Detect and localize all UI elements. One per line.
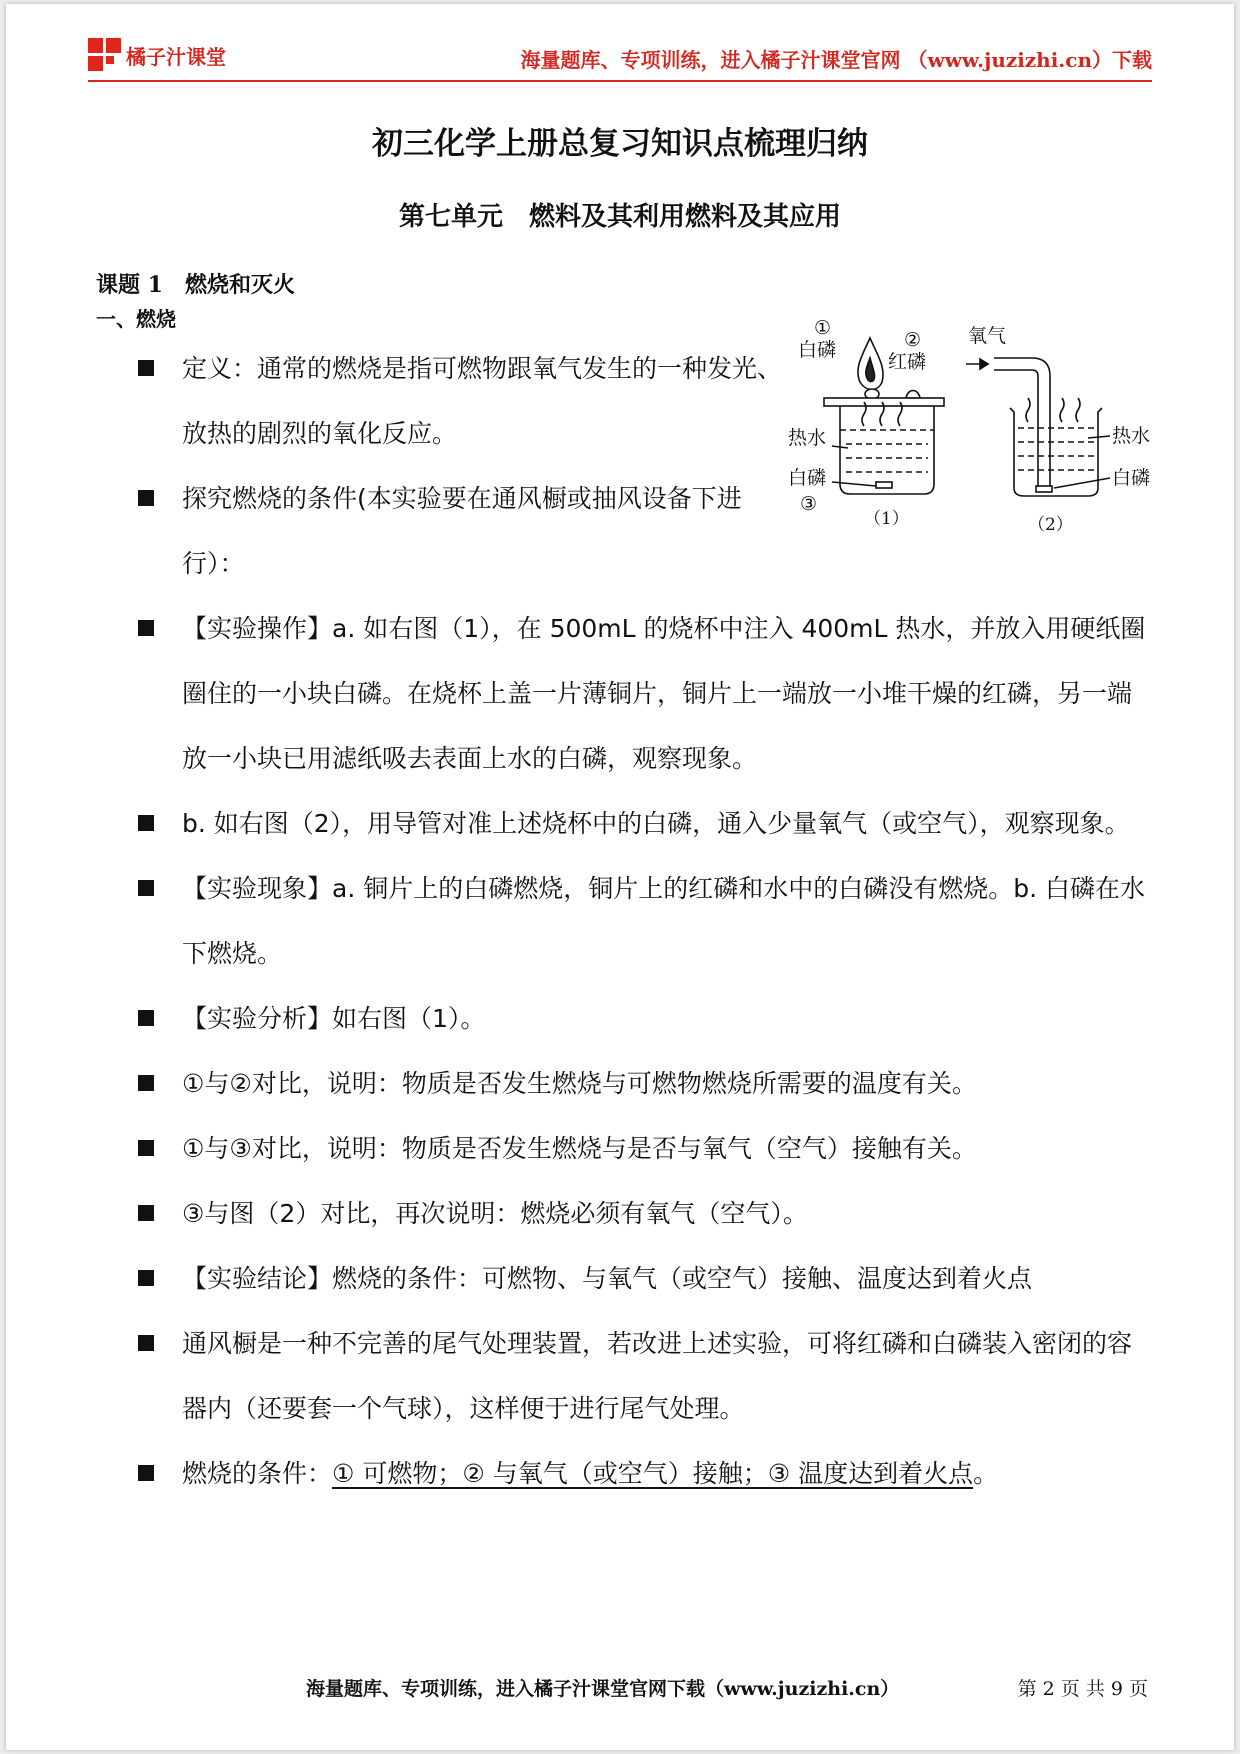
bullet-text: b. 如右图（2），用导管对准上述烧杯中的白磷，通入少量氧气（或空气），观察现象。 — [182, 809, 1130, 838]
bullet-text: 【实验操作】a. 如右图（1），在 500mL 的烧杯中注入 400mL 热水，并放入用硬纸圈圈住的一小块白磷。在烧杯上盖一片薄铜片，铜片上一端放一小堆干燥的红磷，另一端放一小块已用滤纸吸去表面上水的白磷，观察现象。 — [182, 614, 1146, 773]
bullet-square-icon — [138, 1205, 154, 1221]
fig2-label-hot-water: 热水 — [1112, 425, 1151, 447]
bullet-square-icon — [138, 1140, 154, 1156]
bullet-item — [138, 986, 1148, 1051]
header-slogan: 海量题库、专项训练，进入橘子汁课堂官网 （www.juzizhi.cn）下载 — [520, 48, 1152, 72]
bullet-list — [138, 336, 1151, 1506]
fig2-label-oxygen: 氧气 — [968, 325, 1007, 347]
bullet-item — [138, 336, 802, 466]
bullet-text: 定义：通常的燃烧是指可燃物跟氧气发生的一种发光、放热的剧烈的氧化反应。 — [182, 354, 783, 448]
document-title: 初三化学上册总复习知识点梳理归纳 — [372, 126, 868, 162]
bullet-item — [138, 1116, 1148, 1181]
bullet-item — [138, 1181, 1148, 1246]
fig1-marker-1: ① — [814, 317, 832, 339]
bullet-item — [138, 466, 802, 596]
bullet-item — [138, 1051, 1148, 1116]
bullet-square-icon — [138, 815, 154, 831]
bullet-item-combustion-conditions — [138, 1441, 1148, 1506]
fig1-label-red-phosphorus: 红磷 — [888, 351, 927, 373]
bullet-item — [138, 1246, 1148, 1311]
bullet-text: ③与图（2）对比，再次说明：燃烧必须有氧气（空气）。 — [182, 1199, 808, 1228]
bullet-square-icon — [138, 1270, 154, 1286]
combustion-conditions-underlined: ① 可燃物；② 与氧气（或空气）接触；③ 温度达到着火点 — [332, 1459, 974, 1488]
fig1-marker-2: ② — [904, 329, 922, 351]
bullet-square-icon — [138, 1075, 154, 1091]
bullet-text: ①与③对比，说明：物质是否发生燃烧与是否与氧气（空气）接触有关。 — [182, 1134, 977, 1163]
unit-title: 第七单元 燃料及其利用燃料及其应用 — [398, 202, 841, 232]
bullet-item — [138, 856, 1148, 986]
fig1-caption: （1） — [864, 509, 909, 529]
bullet-square-icon — [138, 880, 154, 896]
logo[interactable] — [88, 38, 226, 72]
fig1-label-white-phosphorus-top: 白磷 — [798, 339, 837, 361]
bullet-item — [138, 791, 1148, 856]
logo-text: 橘子汁课堂 — [126, 44, 226, 69]
fig2-label-white-phosphorus: 白磷 — [1112, 467, 1151, 489]
bullet-square-icon — [138, 360, 154, 376]
bullet-text: 通风橱是一种不完善的尾气处理装置，若改进上述实验，可将红磷和白磷装入密闭的容器内（还要套一个气球），这样便于进行尾气处理。 — [182, 1329, 1133, 1423]
bullet-text: 探究燃烧的条件(本实验要在通风橱或抽风设备下进行）： — [182, 484, 742, 578]
bullet-text: 【实验分析】如右图（1）。 — [182, 1004, 486, 1033]
fig1-marker-3: ③ — [800, 493, 818, 515]
bullet-prefix: 燃烧的条件： — [182, 1459, 333, 1488]
lesson-title: 课题 1 燃烧和灭火 — [96, 272, 295, 298]
bullet-text: ①与②对比，说明：物质是否发生燃烧与可燃物燃烧所需要的温度有关。 — [182, 1069, 977, 1098]
bullet-square-icon — [138, 490, 154, 506]
bullet-item — [138, 596, 1148, 791]
fig1-label-hot-water: 热水 — [788, 427, 827, 449]
bullet-square-icon — [138, 1010, 154, 1026]
fig1-label-white-phosphorus-bottom: 白磷 — [788, 467, 827, 489]
page-number: 第 2 页 共 9 页 — [1017, 1678, 1148, 1700]
logo-icon — [88, 38, 122, 72]
fig2-caption: （2） — [1028, 515, 1073, 535]
bullet-square-icon — [138, 1465, 154, 1481]
bullet-square-icon — [138, 1335, 154, 1351]
bullet-square-icon — [138, 620, 154, 636]
bullet-text: 【实验结论】燃烧的条件：可燃物、与氧气（或空气）接触、温度达到着火点 — [182, 1264, 1033, 1293]
bullet-suffix: 。 — [973, 1459, 999, 1488]
section-title: 一、燃烧 — [96, 307, 176, 331]
bullet-text: 【实验现象】a. 铜片上的白磷燃烧，铜片上的红磷和水中的白磷没有燃烧。b. 白磷在水下燃烧。 — [182, 874, 1145, 968]
footer-slogan: 海量题库、专项训练，进入橘子汁课堂官网下载（www.juzizhi.cn） — [306, 1678, 900, 1700]
bullet-item — [138, 1311, 1148, 1441]
header-divider — [88, 80, 1152, 82]
